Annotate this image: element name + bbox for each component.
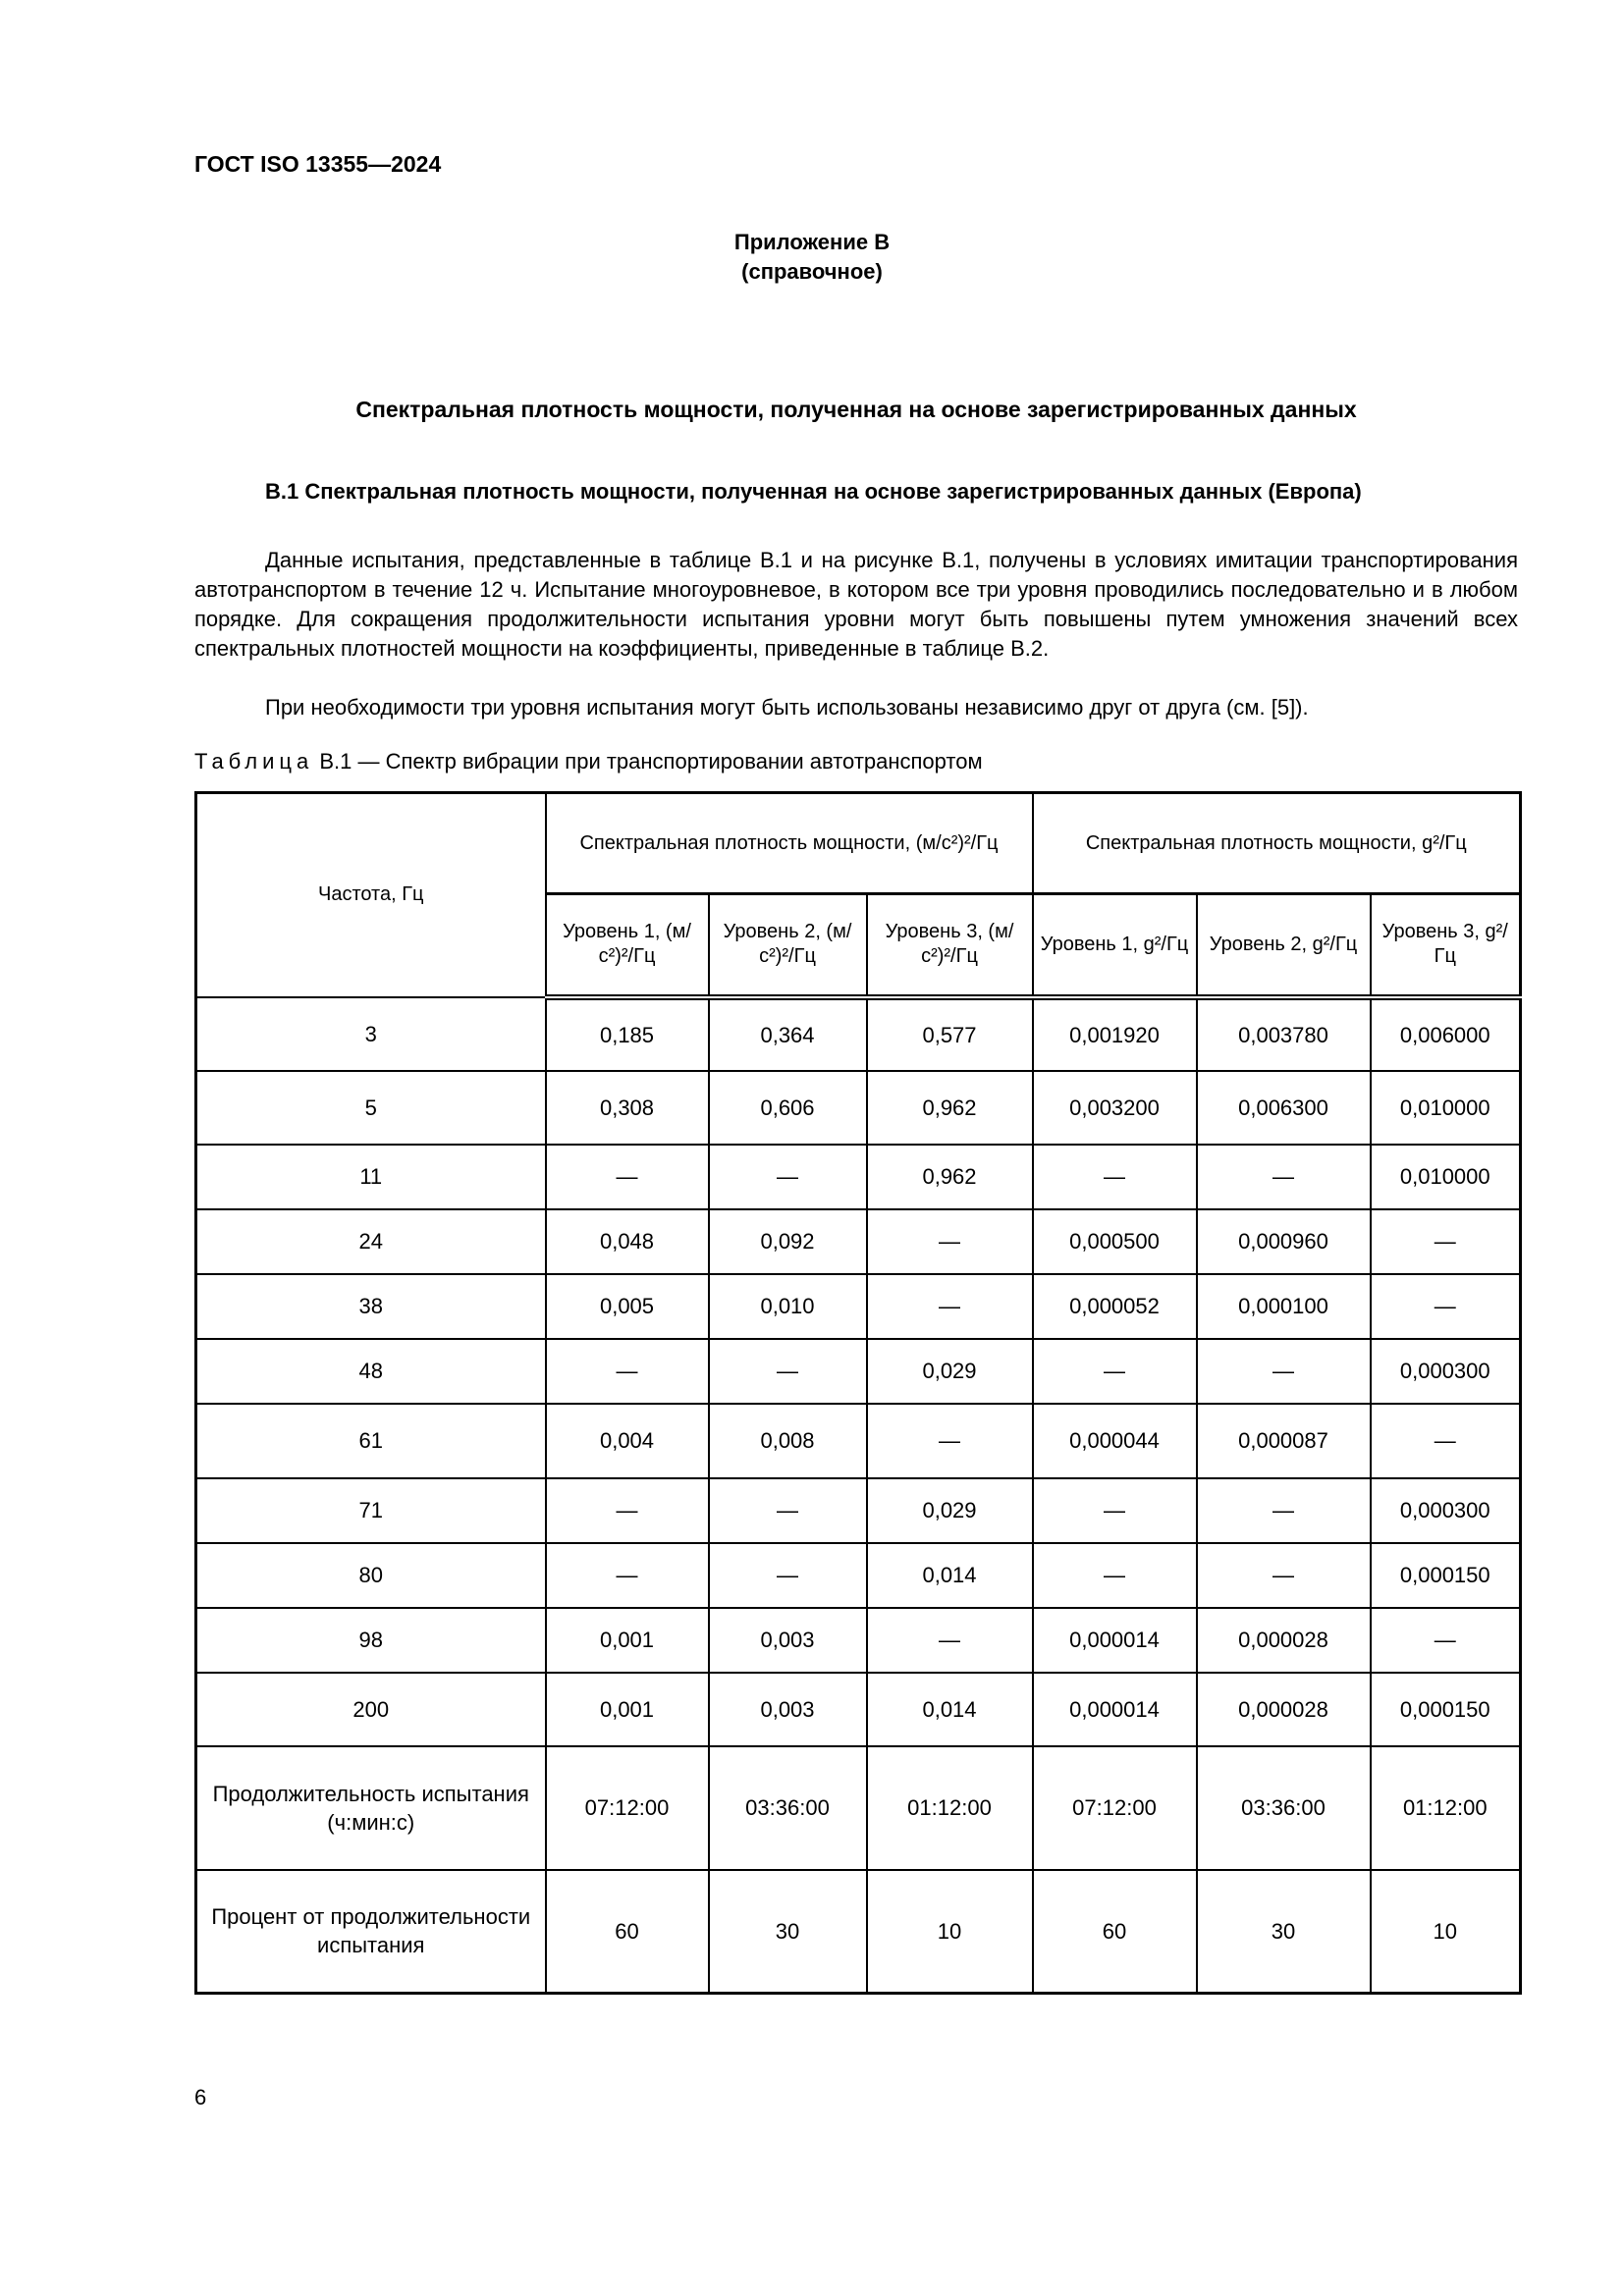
- annex-heading: [0, 228, 1624, 287]
- table-row: [196, 1145, 1521, 1209]
- table-row: [196, 1673, 1521, 1746]
- table-cell: 0,000028: [1197, 1608, 1371, 1673]
- table-caption: [194, 749, 983, 774]
- table-cell: —: [1371, 1404, 1521, 1478]
- table-cell: 0,001: [546, 1608, 709, 1673]
- table-row: [196, 1543, 1521, 1608]
- table-cell: —: [546, 1145, 709, 1209]
- table-cell: 0,000087: [1197, 1404, 1371, 1478]
- table-cell: 0,000960: [1197, 1209, 1371, 1274]
- row-label: 38: [196, 1274, 546, 1339]
- table-cell: 07:12:00: [546, 1746, 709, 1870]
- table-cell: 03:36:00: [1197, 1746, 1371, 1870]
- table-cell: —: [709, 1543, 867, 1608]
- table-cell: 0,962: [867, 1071, 1033, 1145]
- table-cell: 01:12:00: [1371, 1746, 1521, 1870]
- row-label: 24: [196, 1209, 546, 1274]
- subheader-level: Уровень 2, g²/Гц: [1197, 894, 1371, 997]
- table-cell: 01:12:00: [867, 1746, 1033, 1870]
- table-cell: 03:36:00: [709, 1746, 867, 1870]
- table-cell: 0,003: [709, 1608, 867, 1673]
- table-cell: 0,029: [867, 1339, 1033, 1404]
- table-cell: 07:12:00: [1033, 1746, 1197, 1870]
- subheader-level: Уровень 3, (м/с²)²/Гц: [867, 894, 1033, 997]
- table-cell: 0,008: [709, 1404, 867, 1478]
- table-cell: 0,000300: [1371, 1478, 1521, 1543]
- table-cell: 0,010: [709, 1274, 867, 1339]
- table-cell: 0,092: [709, 1209, 867, 1274]
- table-cell: —: [1033, 1339, 1197, 1404]
- row-label: Процент от продолжительности испытания: [196, 1870, 546, 1994]
- table-cell: 0,005: [546, 1274, 709, 1339]
- paragraph: Данные испытания, представленные в таблице В.1 и на рисунке В.1, получены в условиях имитации транспортирования автотранспортом в течение 12 ч. Испытание многоуровневое, в котором все три уровня проводились последовательно и в любом порядке. Для сокращения продолжительности испытания уровни могут быть повышены путем умножения значений всех спектральных плотностей мощности на коэффициенты, приведенные в таблице В.2.: [194, 548, 1518, 661]
- table-cell: 0,962: [867, 1145, 1033, 1209]
- table-caption-prefix: Таблица: [194, 749, 314, 774]
- subheader-level: Уровень 2, (м/с²)²/Гц: [709, 894, 867, 997]
- table-cell: —: [709, 1339, 867, 1404]
- table-cell: 0,364: [709, 997, 867, 1071]
- table-cell: 0,003200: [1033, 1071, 1197, 1145]
- table-cell: 0,000014: [1033, 1673, 1197, 1746]
- table-cell: —: [546, 1543, 709, 1608]
- table-cell: 0,006000: [1371, 997, 1521, 1071]
- row-label: 61: [196, 1404, 546, 1478]
- table-cell: —: [1197, 1478, 1371, 1543]
- table-cell: 0,029: [867, 1478, 1033, 1543]
- table-cell: —: [709, 1478, 867, 1543]
- subheader-level: Уровень 1, (м/с²)²/Гц: [546, 894, 709, 997]
- table-row: [196, 1746, 1521, 1870]
- row-label: 5: [196, 1071, 546, 1145]
- table-cell: —: [1371, 1608, 1521, 1673]
- table-cell: 0,014: [867, 1543, 1033, 1608]
- table-cell: 10: [867, 1870, 1033, 1994]
- table-cell: —: [867, 1608, 1033, 1673]
- table-cell: 0,004: [546, 1404, 709, 1478]
- table-cell: 0,000052: [1033, 1274, 1197, 1339]
- annex-title: Приложение В: [733, 230, 891, 254]
- table-cell: —: [1033, 1145, 1197, 1209]
- subheader-level: Уровень 3, g²/Гц: [1371, 894, 1521, 997]
- section-heading: В.1 Спектральная плотность мощности, полученная на основе зарегистрированных данных (Европа): [265, 479, 1362, 504]
- table-cell: —: [1197, 1339, 1371, 1404]
- table-row: [196, 1608, 1521, 1673]
- row-label: 80: [196, 1543, 546, 1608]
- row-label: 3: [196, 997, 546, 1071]
- annex-main-title: Спектральная плотность мощности, полученная на основе зарегистрированных данных: [355, 397, 1357, 422]
- table-cell: 60: [546, 1870, 709, 1994]
- table-caption-text: В.1 — Спектр вибрации при транспортировании автотранспортом: [313, 749, 983, 774]
- row-label: Продолжительность испытания (ч:мин:с): [196, 1746, 546, 1870]
- table-cell: 0,606: [709, 1071, 867, 1145]
- table-row: [196, 1870, 1521, 1994]
- row-label: 200: [196, 1673, 546, 1746]
- table-cell: 0,000028: [1197, 1673, 1371, 1746]
- table-row: [196, 997, 1521, 1071]
- table-cell: 0,000014: [1033, 1608, 1197, 1673]
- table-cell: —: [1033, 1478, 1197, 1543]
- row-label: 71: [196, 1478, 546, 1543]
- table-cell: 0,003780: [1197, 997, 1371, 1071]
- table-cell: 0,010000: [1371, 1145, 1521, 1209]
- header-frequency: Частота, Гц: [196, 793, 546, 997]
- table-cell: —: [1033, 1543, 1197, 1608]
- table-cell: 0,003: [709, 1673, 867, 1746]
- table-cell: 0,010000: [1371, 1071, 1521, 1145]
- table-cell: 0,006300: [1197, 1071, 1371, 1145]
- table-cell: —: [867, 1209, 1033, 1274]
- table-cell: —: [546, 1339, 709, 1404]
- table-cell: 0,000100: [1197, 1274, 1371, 1339]
- table-cell: 10: [1371, 1870, 1521, 1994]
- table-cell: 0,000500: [1033, 1209, 1197, 1274]
- table-cell: 0,000300: [1371, 1339, 1521, 1404]
- table-cell: —: [1197, 1543, 1371, 1608]
- table-cell: 0,001: [546, 1673, 709, 1746]
- subheader-level: Уровень 1, g²/Гц: [1033, 894, 1197, 997]
- table-cell: —: [1371, 1274, 1521, 1339]
- annex-type: (справочное): [741, 259, 883, 284]
- table-cell: 0,000044: [1033, 1404, 1197, 1478]
- table-cell: 0,185: [546, 997, 709, 1071]
- vibration-spectrum-table: [194, 791, 1522, 1995]
- table-row: [196, 1478, 1521, 1543]
- table-cell: —: [1197, 1145, 1371, 1209]
- table-cell: 0,577: [867, 997, 1033, 1071]
- table-cell: 0,000150: [1371, 1673, 1521, 1746]
- table-cell: 0,048: [546, 1209, 709, 1274]
- header-group-g2: Спектральная плотность мощности, g²/Гц: [1033, 793, 1521, 894]
- table-cell: 60: [1033, 1870, 1197, 1994]
- table-cell: 0,001920: [1033, 997, 1197, 1071]
- table-cell: 30: [1197, 1870, 1371, 1994]
- table-cell: —: [867, 1274, 1033, 1339]
- table-row: [196, 1209, 1521, 1274]
- table-row: [196, 1404, 1521, 1478]
- header-group-ms2: Спектральная плотность мощности, (м/с²)²/Гц: [546, 793, 1033, 894]
- table-cell: —: [546, 1478, 709, 1543]
- table-cell: 30: [709, 1870, 867, 1994]
- row-label: 11: [196, 1145, 546, 1209]
- table-cell: —: [1371, 1209, 1521, 1274]
- table-row: [196, 1071, 1521, 1145]
- row-label: 98: [196, 1608, 546, 1673]
- table-cell: 0,308: [546, 1071, 709, 1145]
- table-cell: 0,000150: [1371, 1543, 1521, 1608]
- table-row: [196, 1339, 1521, 1404]
- table-cell: —: [867, 1404, 1033, 1478]
- page-number: 6: [194, 2085, 207, 2109]
- table-row: [196, 1274, 1521, 1339]
- paragraph: При необходимости три уровня испытания могут быть использованы независимо друг от друга (см. [5]).: [265, 695, 1309, 720]
- document-code: ГОСТ ISO 13355—2024: [194, 151, 442, 177]
- table-cell: 0,014: [867, 1673, 1033, 1746]
- table-cell: —: [709, 1145, 867, 1209]
- row-label: 48: [196, 1339, 546, 1404]
